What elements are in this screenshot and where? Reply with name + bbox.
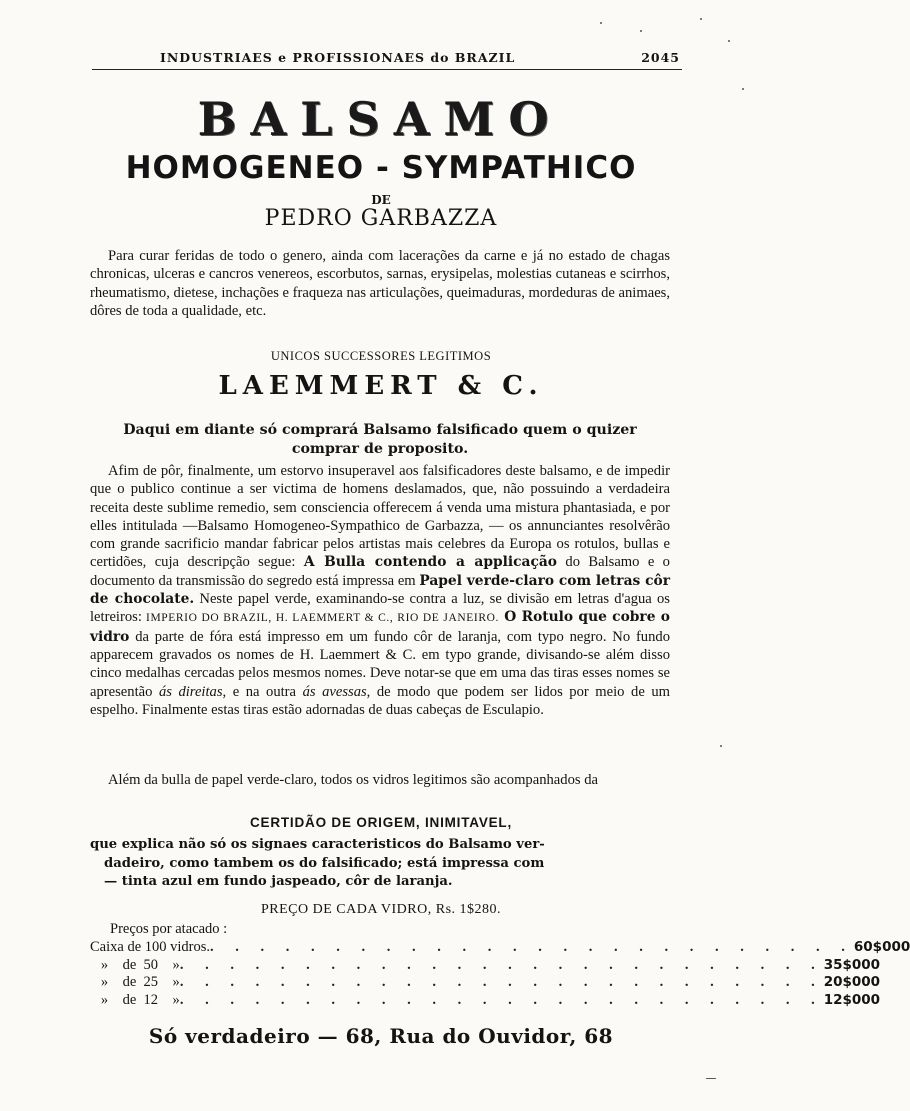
bulla-highlight: A Bulla contendo a applicação (303, 554, 558, 571)
leader-dots: . . . . . . . . . . . . . . . . . . . . . . . . . . (179, 974, 824, 990)
certificate-line: dadeiro, como tambem os do falsificado; está impressa com (104, 855, 545, 871)
running-head (160, 50, 680, 65)
price-value: 20$000 (823, 974, 881, 990)
certificate-line: — tinta azul em fundo jaspeado, côr de laranja. (104, 874, 453, 889)
price-value: 12$000 (823, 991, 881, 1008)
print-speck (706, 1078, 716, 1079)
warning-notice: Daqui em diante só comprará Balsamo falsificado quem o quizer comprar de proposito. (123, 422, 637, 457)
header-rule (92, 69, 682, 70)
certificate-line: que explica não só os signaes caracteristicos do Balsamo ver- (90, 837, 545, 852)
certificate-intro: Além da bulla de papel verde-claro, todos os vidros legitimos são acompanhados da (108, 772, 598, 788)
author-name: PEDRO GARBAZZA (264, 206, 498, 231)
price-quantity: » de 50 » (90, 956, 180, 973)
wholesale-price-table (90, 939, 910, 1009)
brand-title: BALSAMO (197, 92, 563, 146)
price-row (90, 991, 881, 1010)
price-row (90, 956, 881, 975)
price-row (90, 974, 881, 992)
store-address: Só verdadeiro — 68, Rua do Ouvidor, 68 (148, 1024, 614, 1048)
certificate-description (90, 836, 670, 892)
price-value: 35$000 (823, 956, 881, 973)
company-name: LAEMMERT & C. (218, 371, 544, 401)
product-subtitle: HOMOGENEO - SYMPATHICO (125, 150, 637, 186)
price-quantity: » de 25 » (90, 974, 180, 990)
running-head-title: INDUSTRIAES e PROFISSIONAES do BRAZIL (160, 50, 516, 65)
connector-de: DE (371, 193, 391, 207)
print-speck (720, 745, 722, 747)
certificate-title: CERTIDÃO DE ORIGEM, INIMITAVEL, (249, 815, 513, 830)
wholesale-label: Preços por atacado : (110, 921, 228, 937)
print-speck (728, 40, 730, 42)
print-speck (600, 22, 602, 24)
print-speck (700, 18, 702, 20)
print-speck (640, 30, 642, 32)
price-quantity: » de 12 » (90, 991, 180, 1008)
watermark-text: IMPERIO DO BRAZIL, H. LAEMMERT & C., RIO DE JANEIRO. (146, 612, 499, 625)
price-quantity: Caixa de 100 vidros. (90, 939, 211, 955)
price-row (90, 939, 910, 957)
leader-dots: . . . . . . . . . . . . . . . . . . . . . . . . . . (179, 956, 824, 973)
paper-highlight: Papel verde-claro com letras côr de chocolate. (90, 572, 670, 608)
description-paragraph: Afim de pôr, finalmente, um estorvo insuperavel aos falsificadores deste balsamo, e de impedir que o publico continue a ser victima de homens deslamados, que, não possuindo a verdadeira receita deste sublime remedio, sem consciencia offerecem á venda uma mistura phantasiada, e por elles intitulada —Balsamo Homogeneo-Sympathico de Garbazza, — os annunciantes resolvêrão com grande sacrificio mandar fabricar pelos artistas mais celebres da Europa os rotulos, bullas e certidões, cuja descripção segue: A Bulla contendo a applicação do Balsamo e o documento da transmissão do segredo está impressa em Papel verde-claro com letras côr de chocolate. Neste papel verde, examinando-se contra a luz, se divisão em letras d'agua os letreiros: IMPERIO DO BRAZIL, H. LAEMMERT & C., RIO DE JANEIRO. O Rotulo que cobre o vidro da parte de fóra está impresso em um fundo côr de laranja, com typo negro. No fundo apparecem gravados os nomes de H. Laemmert & C. em typo grande, divisando-se além disso cinco medalhas cercadas pelos mesmos nomes. Deve notar-se que em uma das tiras esses nomes se apresentão ás direitas, e na outra ás avessas, de modo que podem ser lidos por meio de um espelho. Finalmente estas tiras estão adornadas de duas cabeças de Esculapio. (90, 463, 670, 718)
price-value: 60$000 (853, 939, 910, 955)
unit-price: PREÇO DE CADA VIDRO, Rs. 1$280. (260, 902, 502, 917)
label-highlight: O Rotulo que cobre o vidro (90, 609, 670, 645)
leader-dots: . . . . . . . . . . . . . . . . . . . . . . . . . . (210, 939, 854, 955)
page-number: 2045 (641, 50, 680, 65)
successors-label: UNICOS SUCCESSORES LEGITIMOS (270, 349, 492, 363)
leader-dots: . . . . . . . . . . . . . . . . . . . . . . . . . . (179, 991, 824, 1008)
print-speck (742, 88, 744, 90)
uses-paragraph: Para curar feridas de todo o genero, ainda com lacerações da carne e já no estado de chagas chronicas, ulceras e cancros venereos, escorbutos, sarnas, erysipelas, molestias cutaneas e scirrhos, rheumatismo, dietese, inchações e fraqueza nas articulações, queimaduras, mordeduras de animaes, dôres de toda a qualidade, etc. (90, 248, 670, 319)
